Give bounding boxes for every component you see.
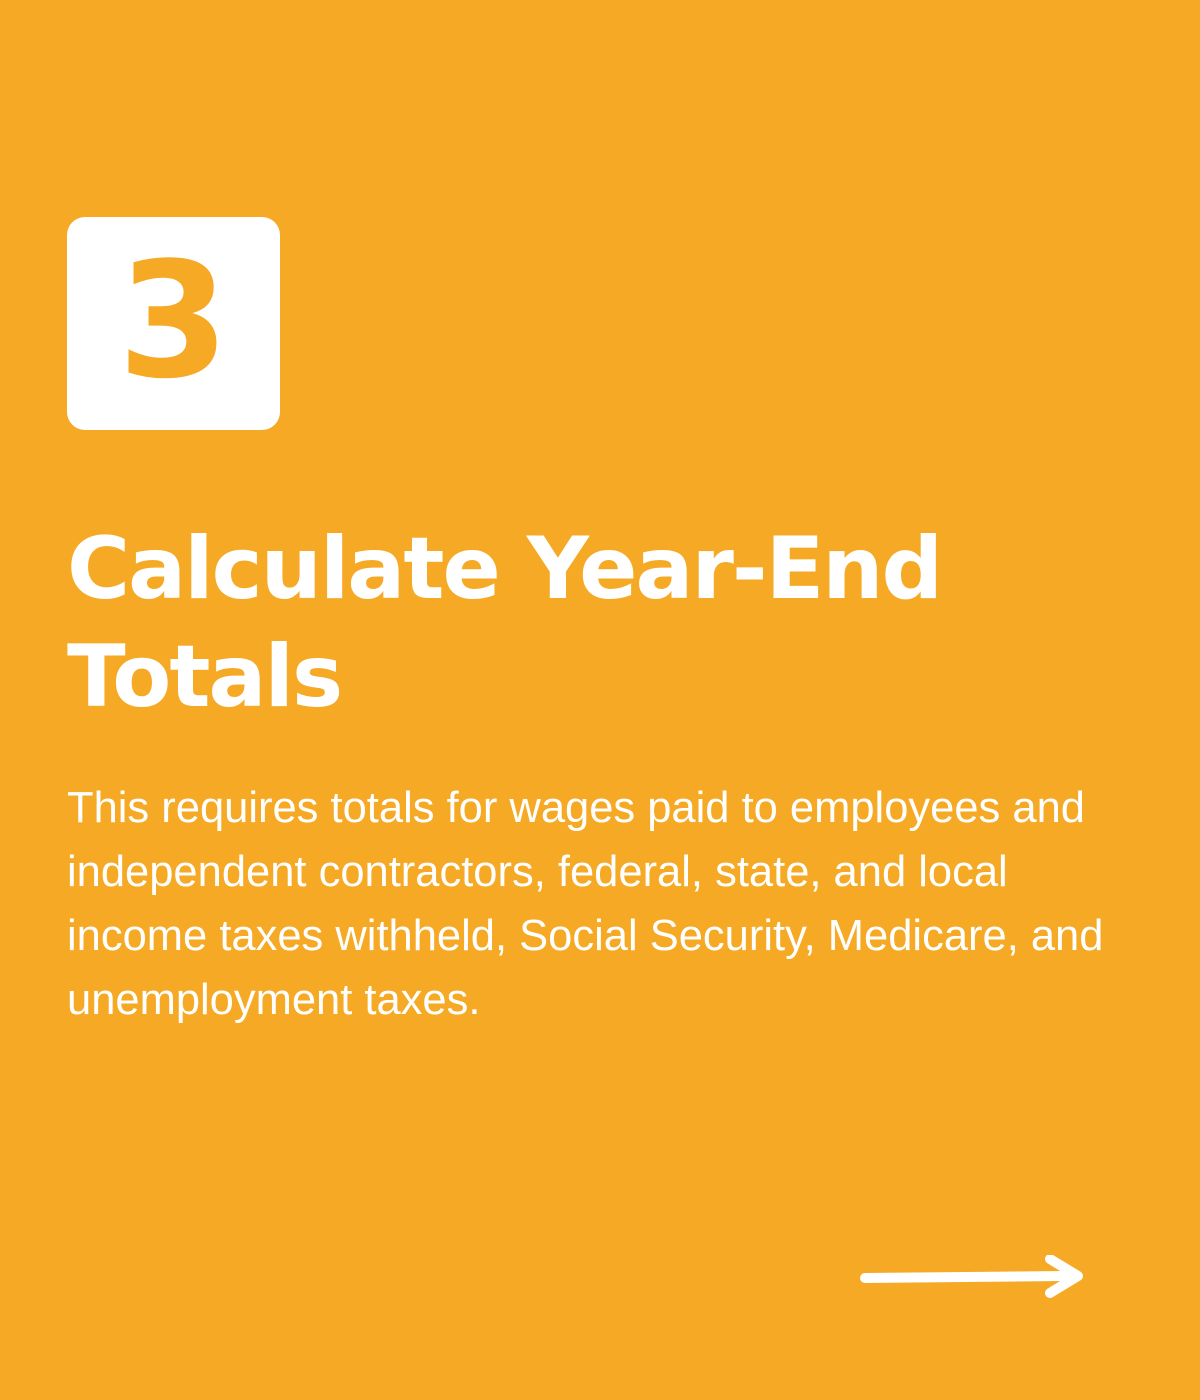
arrow-right-icon[interactable]	[860, 1255, 1085, 1301]
step-number-badge	[67, 217, 280, 430]
slide-title: Calculate Year-End Totals	[67, 519, 942, 727]
slide-description: This requires totals for wages paid to employees and independent contractors, federal, state, and local income taxes withheld, Social Security, Medicare, and unemployment taxes.	[67, 784, 1104, 1024]
step-number: 3	[117, 226, 230, 414]
